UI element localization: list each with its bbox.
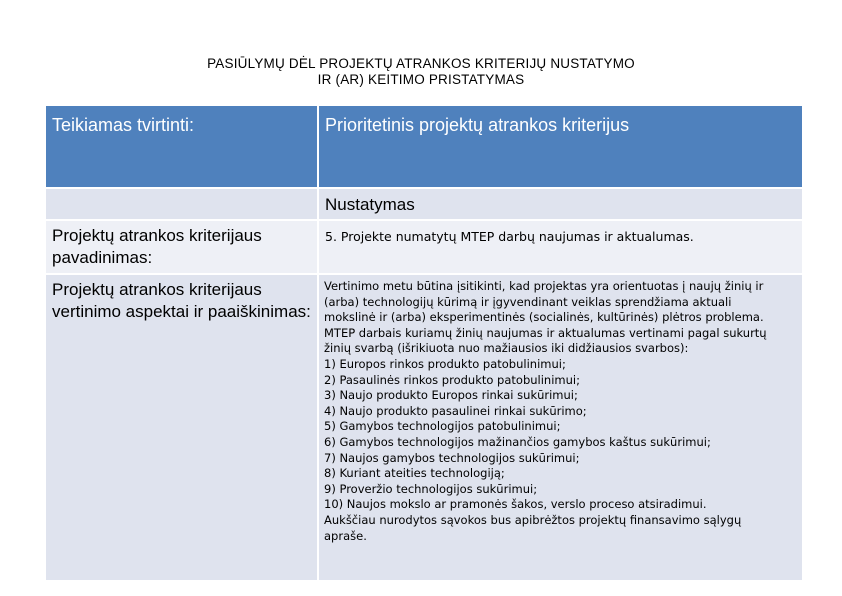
page-title (0, 56, 842, 88)
criterion-title: 5. Projekte numatytų MTEP darbų naujumas ir aktualumas. (325, 229, 694, 244)
title-line-1: PASIŪLYMŲ DĖL PROJEKTŲ ATRANKOS KRITERIJŲ NUSTATYMO (207, 56, 635, 71)
list-item: 3) Naujo produkto Europos rinkai sukūrimui; (324, 388, 578, 403)
header-right-label: Prioritetinis projektų atrankos kriterijus (325, 115, 630, 135)
subheader-left-cell (46, 189, 317, 219)
explanation-line: žinių svarbą (išrikiuota nuo mažiausios iki didžiausios svarbos): (324, 341, 689, 356)
explanation-line: apraše. (324, 528, 367, 543)
row1-label: Projektų atrankos kriterijaus pavadinimas: (52, 226, 262, 267)
header-left-cell (46, 106, 317, 187)
subheader-label: Nustatymas (325, 195, 415, 214)
list-item: 5) Gamybos technologijos patobulinimui; (324, 419, 561, 434)
explanation-line: Aukščiau nurodytos sąvokos bus apibrėžtos projektų finansavimo sąlygų (324, 512, 742, 527)
row1-label-cell (46, 221, 317, 273)
header-right-cell (319, 106, 802, 187)
list-item: 8) Kuriant ateities technologiją; (324, 466, 505, 481)
list-item: 10) Naujos mokslo ar pramonės šakos, verslo proceso atsiradimui. (324, 497, 707, 512)
explanation-line: Vertinimo metu būtina įsitikinti, kad projektas yra orientuotas į naujų žinių ir (324, 279, 764, 293)
list-item: 6) Gamybos technologijos mažinančios gamybos kaštus sukūrimui; (324, 434, 711, 449)
list-item: 1) Europos rinkos produkto patobulinimui; (324, 356, 566, 371)
explanation-line: MTEP darbais kuriamų žinių naujumas ir aktualumas vertinami pagal sukurtų (324, 325, 767, 340)
list-item: 9) Proveržio technologijos sukūrimui; (324, 481, 538, 496)
subheader-cell (319, 189, 802, 219)
explanation-line: mokslinė ir (arba) eksperimentinės (socialinės, kultūrinės) plėtros problema. (324, 310, 764, 325)
row2-label-cell (46, 275, 317, 580)
row2-value-cell (319, 275, 802, 580)
header-left-label: Teikiamas tvirtinti: (52, 115, 195, 135)
list-item: 2) Pasaulinės rinkos produkto patobulinimui; (324, 372, 580, 387)
explanation-line: (arba) technologijų kūrimą ir įgyvendinant veiklas sprendžiama aktuali (324, 294, 732, 309)
list-item: 7) Naujos gamybos technologijos sukūrimui; (324, 450, 580, 465)
row2-label: Projektų atrankos kriterijaus vertinimo aspektai ir paaiškinimas: (52, 280, 311, 321)
row1-value-cell (319, 221, 802, 273)
title-line-2: IR (AR) KEITIMO PRISTATYMAS (317, 72, 525, 87)
list-item: 4) Naujo produkto pasaulinei rinkai sukūrimo; (324, 403, 587, 418)
